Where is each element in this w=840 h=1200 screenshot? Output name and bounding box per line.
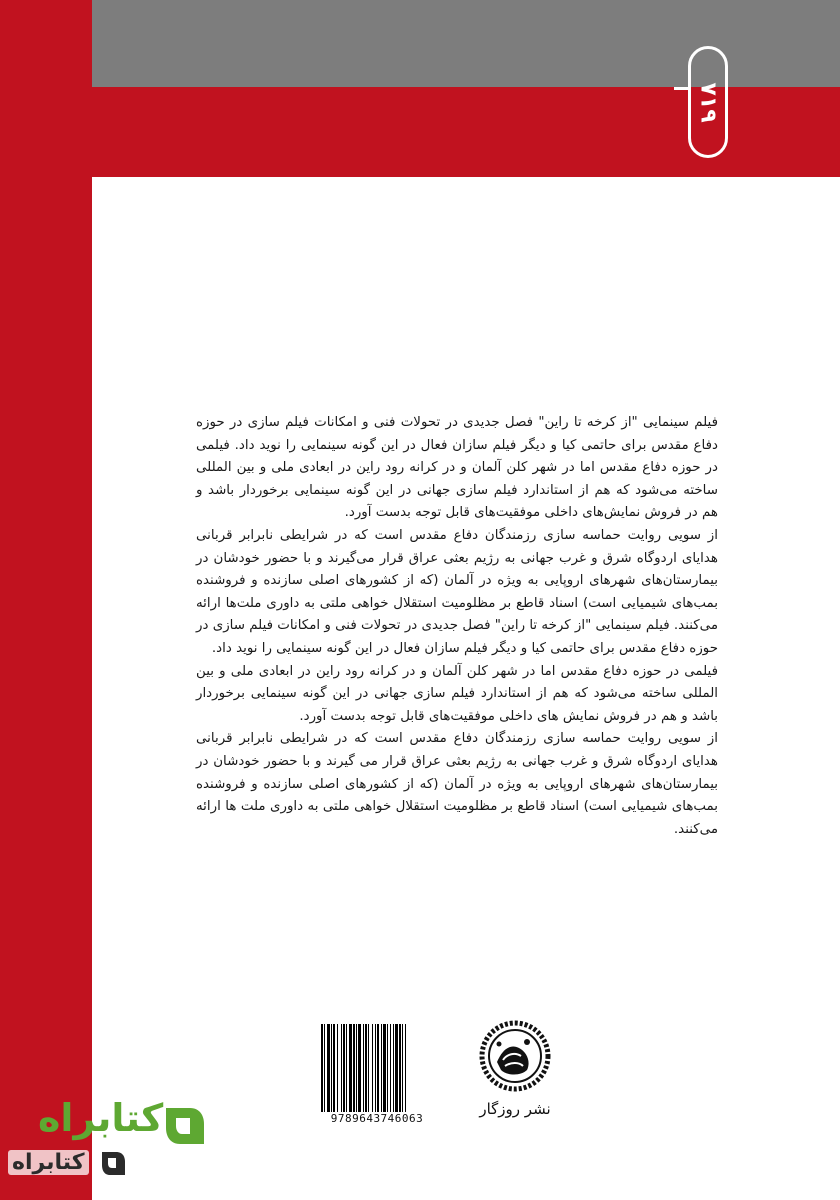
series-number: ۷۱۹ <box>695 81 721 123</box>
blurb-paragraph: فیلمی در حوزه دفاع مقدس اما در شهر کلن آلمان و در کرانه رود راین در ابعادی ملی و بین المللی ساخته می‌شود که هم از استاندارد فیلم سازی جهانی در این گونه سینمایی برخوردار باشد و هم در فروش نمایش های داخلی موفقیت‌های قابل توجه بدست آورد. <box>196 663 718 724</box>
blurb-text <box>196 412 718 841</box>
watermark <box>8 1096 218 1188</box>
publisher-logo-icon <box>477 1018 553 1094</box>
blurb-paragraph: فیلم سینمایی "از کرخه تا راین" فصل جدیدی در تحولات فنی و امکانات فیلم سازی در حوزه دفاع مقدس برای حاتمی کیا و دیگر فیلم سازان فعال در این گونه سینمایی را نوید داد. فیلمی در حوزه دفاع مقدس اما در شهر کلن آلمان و در کرانه رود راین در ابعادی ملی و بین المللی ساخته می‌شود که هم از استاندارد فیلم سازی جهانی در این گونه سینمایی برخوردار باشد و هم در فروش نمایش‌های داخلی موفقیت‌های قابل توجه بدست آورد. <box>196 415 718 521</box>
ketabrah-small-logo-icon <box>98 1148 128 1178</box>
watermark-brand-small: کتابراه <box>8 1150 89 1175</box>
barcode-digits: 9789643746063 <box>330 1112 424 1125</box>
publisher-name: نشر روزگار <box>479 1100 551 1118</box>
isbn-barcode <box>312 1024 442 1128</box>
ketabrah-logo-icon <box>160 1102 208 1150</box>
blurb-paragraph: از سویی روایت حماسه سازی رزمندگان دفاع مقدس است که در شرایطی نابرابر قربانی هدایای اردوگاه شرق و غرب جهانی به رژیم بعثی عراق قرار می‌گیرند و با حضور خودشان در بیمارستان‌های شهرهای اروپایی به ویژه در آلمان (که از کشورهای اصلی سازنده و فروشنده بمب‌های شیمیایی است) اسناد قاطع بر مظلومیت استقلال خواهی ملتی به داوری ملت‌ها ارائه می‌کنند. فیلم سینمایی "از کرخه تا راین" فصل جدیدی در تحولات فنی و امکانات فیلم سازی در حوزه دفاع مقدس برای حاتمی کیا و دیگر فیلم سازان فعال در این گونه سینمایی را نوید داد. <box>196 527 718 656</box>
barcode-icon <box>320 1024 442 1112</box>
blurb-paragraph: از سویی روایت حماسه سازی رزمندگان دفاع مقدس است که در شرایطی نابرابر قربانی هدایای اردوگاه شرق و غرب جهانی به رژیم بعثی عراق قرار می گیرند و با حضور خودشان در بیمارستان‌های شهرهای اروپایی به ویژه در آلمان (که از کشورهای اصلی سازنده و فروشنده بمب‌های شیمیایی است) اسناد قاطع بر مظلومیت استقلال خواهی ملتی به داوری ملت ها ارائه می‌کنند. <box>196 731 718 837</box>
watermark-brand-large: کتابراه <box>38 1096 164 1140</box>
series-number-tab <box>688 46 728 158</box>
